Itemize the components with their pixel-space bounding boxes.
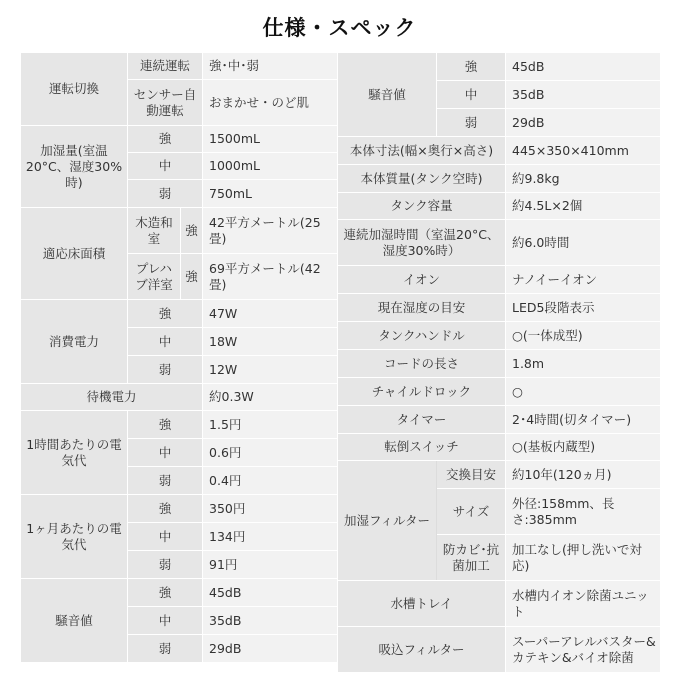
table-row [21,384,339,411]
spec-label: 現在湿度の目安 [338,294,506,322]
spec-value: 47W [203,300,339,328]
spec-label: 連続加湿時間（室温20°C、湿度30%時） [338,220,506,266]
table-row [21,53,339,80]
spec-value: 0.6円 [203,439,339,467]
spec-value: 750mL [203,180,339,208]
spec-value: 0.4円 [203,467,339,495]
page-title: 仕様・スペック [262,16,417,40]
spec-label: 騒音値 [338,53,437,137]
spec-value: 1.5円 [203,411,339,439]
spec-label: 1時間あたりの電気代 [21,411,128,495]
spec-label: 本体質量(タンク空時) [338,165,506,193]
spec-value: 91円 [203,551,339,579]
spec-value: 外径:158mm、長さ:385mm [506,489,661,535]
spec-value: LED5段階表示 [506,294,661,322]
table-row [21,300,339,328]
table-row [338,220,661,266]
spec-value: 35dB [203,607,339,635]
spec-label: 待機電力 [21,384,203,411]
spec-sublabel: 中 [128,328,203,356]
spec-value: おまかせ・のど肌 [203,80,339,126]
spec-sublabel: 木造和室 [128,208,181,254]
spec-sublabel: 弱 [128,180,203,208]
spec-label: 加湿フィルター [338,461,437,581]
table-row [338,266,661,294]
spec-value: 1500mL [203,126,339,153]
spec-value: 約0.3W [203,384,339,411]
spec-label: 本体寸法(幅×奥行×高さ) [338,137,506,165]
spec-value: 1.8m [506,350,661,378]
table-row [338,294,661,322]
table-row [338,461,661,489]
table-row [338,53,661,81]
spec-value: 134円 [203,523,339,551]
spec-label: 騒音値 [21,579,128,663]
spec-value: ○(一体成型) [506,322,661,350]
spec-sublabel: 弱 [128,551,203,579]
spec-table-right [337,52,661,673]
spec-value: ○(基板内蔵型) [506,434,661,461]
spec-value: 29dB [506,109,661,137]
spec-label: 水槽トレイ [338,581,506,627]
spec-value: 約4.5L×2個 [506,193,661,220]
spec-label: 転倒スイッチ [338,434,506,461]
spec-label: チャイルドロック [338,378,506,406]
spec-sublabel: 弱 [128,467,203,495]
spec-sublabel: 強 [128,300,203,328]
spec-value: 350円 [203,495,339,523]
spec-sublabel: 中 [128,439,203,467]
spec-value: 1000mL [203,153,339,180]
table-row [21,126,339,153]
spec-sublabel: サイズ [437,489,506,535]
spec-sublabel: 防カビ･抗菌加工 [437,535,506,581]
spec-sublabel: センサー自動運転 [128,80,203,126]
table-row [338,581,661,627]
spec-value: 強･中･弱 [203,53,339,80]
table-row [338,627,661,673]
spec-sublabel: 中 [437,81,506,109]
table-row [338,165,661,193]
spec-value: 45dB [203,579,339,607]
spec-value: 約6.0時間 [506,220,661,266]
table-row [338,406,661,434]
spec-value: 約10年(120ヵ月) [506,461,661,489]
spec-label: 加湿量(室温20°C、湿度30%時) [21,126,128,208]
spec-value: 18W [203,328,339,356]
spec-value: 69平方メートル(42畳) [203,254,339,300]
spec-value: 2･4時間(切タイマー) [506,406,661,434]
spec-label: 運転切換 [21,53,128,126]
spec-value: 水槽内イオン除菌ユニット [506,581,661,627]
spec-value: ○ [506,378,661,406]
spec-value: 29dB [203,635,339,663]
spec-label: タイマー [338,406,506,434]
table-row [338,434,661,461]
spec-label: 消費電力 [21,300,128,384]
spec-value: 45dB [506,53,661,81]
spec-sublabel: 弱 [437,109,506,137]
table-row [21,495,339,523]
spec-sublabel: 強 [128,579,203,607]
spec-sublabel: 中 [128,523,203,551]
table-row [338,193,661,220]
spec-label: イオン [338,266,506,294]
spec-table-left [20,52,339,663]
spec-label: 吸込フィルター [338,627,506,673]
spec-sublabel: 強 [128,495,203,523]
spec-label: タンクハンドル [338,322,506,350]
spec-sublabel: 弱 [128,356,203,384]
spec-sublabel: 強 [128,126,203,153]
spec-label: タンク容量 [338,193,506,220]
spec-label: 適応床面積 [21,208,128,300]
spec-value: 35dB [506,81,661,109]
spec-sublabel: 連続運転 [128,53,203,80]
table-row [21,411,339,439]
spec-sublabel: 中 [128,153,203,180]
table-row [338,350,661,378]
table-row [338,322,661,350]
table-row [21,208,339,254]
table-row [21,579,339,607]
spec-value: 12W [203,356,339,384]
table-row [338,378,661,406]
spec-label: コードの長さ [338,350,506,378]
spec-value: 約9.8kg [506,165,661,193]
spec-sublabel: プレハブ洋室 [128,254,181,300]
spec-value: スーパーアレルバスター&カテキン&バイオ除菌 [506,627,661,673]
spec-sublabel: 弱 [128,635,203,663]
spec-sublabel: 強 [128,411,203,439]
spec-value: 加工なし(押し洗いで対応) [506,535,661,581]
spec-value: ナノイーイオン [506,266,661,294]
spec-label: 1ヶ月あたりの電気代 [21,495,128,579]
spec-level: 強 [181,208,203,254]
spec-level: 強 [181,254,203,300]
spec-value: 42平方メートル(25畳) [203,208,339,254]
spec-sublabel: 強 [437,53,506,81]
spec-sublabel: 交換目安 [437,461,506,489]
table-row [338,137,661,165]
spec-value: 445×350×410mm [506,137,661,165]
spec-sublabel: 中 [128,607,203,635]
